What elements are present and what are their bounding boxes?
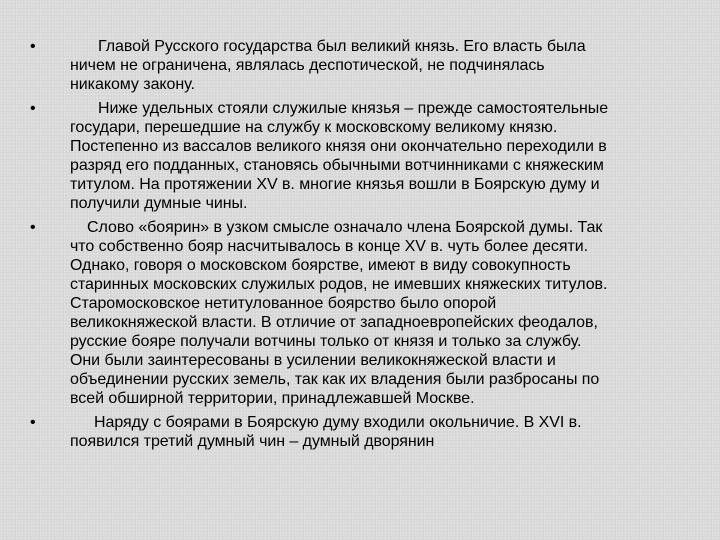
bullet-text: Ниже удельных стояли служилые князья – прежде самостоятельные государи, перешедшие на службу к московскому великому князю. Постепенно из вассалов великого князя они окончательно переходили в разряд его подданных, становясь обычными вотчинниками с княжеским титулом. На протяжении XV в. многие князья вошли в Боярскую думу и получили думные чины. [70,100,609,212]
bullet-item-boyars [30,218,690,408]
bullet-marker: • [30,38,36,55]
bullet-list [30,37,690,456]
bullet-item-okolnichy [30,413,690,451]
bullet-marker: • [30,219,36,236]
bullet-text: Главой Русского государства был великий князь. Его власть была ничем не ограничена, являлась деспотической, не подчинялась никакому закону. [70,38,586,93]
bullet-text: Наряду с боярами в Боярскую думу входили окольничие. В XVI в. появился третий думный чин – думный дворянин [70,414,582,450]
bullet-marker: • [30,414,36,431]
bullet-item-sovereign [30,37,690,94]
bullet-item-service-princes [30,99,690,213]
bullet-marker: • [30,100,36,117]
bullet-text: Слово «боярин» в узком смысле означало члена Боярской думы. Так что собственно бояр насчитывалось в конце XV в. чуть более десяти. Однако, говоря о московском боярстве, имеют в виду совокупность старинных московских служилых родов, не имевших княжеских титулов. Старомосковское нетитулованное боярство было опорой великокняжеской власти. В отличие от западноевропейских феодалов, русские бояре получали вотчины только от князя и только за службу. Они были заинтересованы в усилении великокняжеской власти и объединении русских земель, так как их владения были разбросаны по всей обширной территории, принадлежавшей Москве. [70,219,608,407]
